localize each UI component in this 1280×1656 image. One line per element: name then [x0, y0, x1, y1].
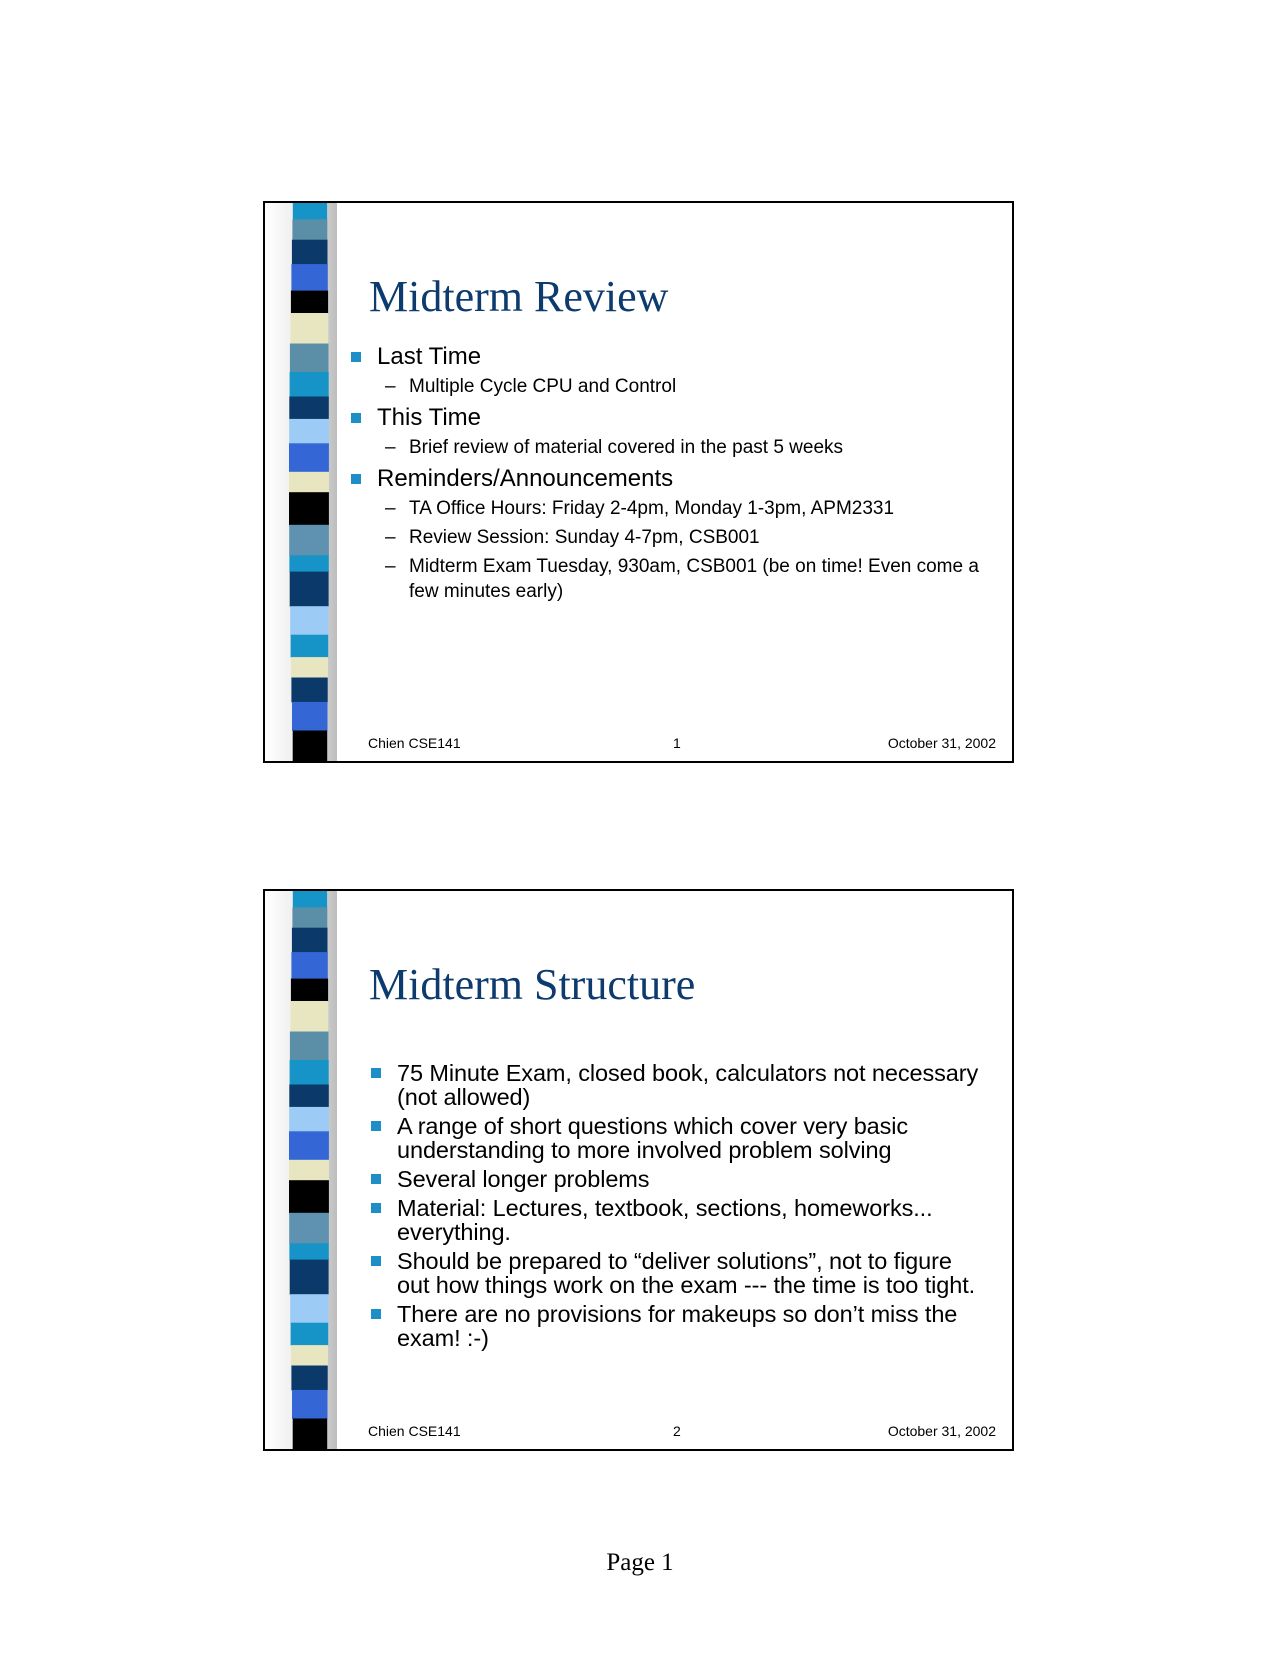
square-bullet-icon — [371, 1256, 381, 1266]
stripe-segment — [289, 1180, 329, 1213]
slide-2 — [263, 889, 1014, 1451]
sub-bullet-item — [349, 496, 982, 521]
slide-title: Midterm Structure — [369, 960, 696, 1009]
footer-date: October 31, 2002 — [887, 1423, 996, 1439]
stripe-segment — [290, 1260, 329, 1295]
bullet-text: A range of short questions which cover very basic understanding to more involved problem solving — [397, 1113, 909, 1163]
stripe-segment — [291, 678, 327, 703]
stripe-segment — [292, 1390, 328, 1419]
stripe-segment — [291, 291, 328, 314]
stripe-segment — [290, 372, 329, 397]
square-bullet-icon — [371, 1309, 381, 1319]
sub-bullet-item — [349, 554, 982, 604]
stripe-segment — [290, 1032, 329, 1061]
stripe-segment — [289, 1160, 329, 1181]
dash-bullet-icon: – — [385, 376, 396, 397]
stripe-segment — [290, 344, 329, 373]
stripe-segment — [291, 979, 328, 1002]
bullet-item — [369, 1167, 982, 1191]
footer-author: Chien CSE141 — [368, 735, 461, 751]
bullet-item — [369, 1249, 982, 1297]
sub-bullet-text: Review Session: Sunday 4-7pm, CSB001 — [409, 527, 760, 548]
bullet-text: Material: Lectures, textbook, sections, homeworks... everything. — [397, 1195, 933, 1245]
stripe-segment — [293, 203, 327, 220]
stripe-segment — [292, 702, 328, 731]
footer-author: Chien CSE141 — [368, 1423, 461, 1439]
bullet-item — [369, 1061, 982, 1109]
stripe-segment — [289, 1131, 329, 1160]
bullet-text: There are no provisions for makeups so don’t miss the exam! :-) — [397, 1301, 958, 1351]
sub-bullet-text: Multiple Cycle CPU and Control — [409, 376, 677, 397]
stripe-segment — [292, 240, 328, 265]
slide-content — [369, 1056, 982, 1350]
stripe-segment — [292, 219, 327, 240]
bullet-text: Last Time — [377, 343, 482, 370]
stripe-segment — [291, 657, 328, 678]
sub-bullet-item — [349, 435, 982, 460]
stripe-segment — [291, 635, 329, 658]
stripe-graphic — [265, 891, 337, 1449]
square-bullet-icon — [371, 1174, 381, 1184]
stripe-segment — [289, 419, 329, 444]
stripe-segment — [289, 1085, 329, 1108]
footer-slide-number: 1 — [673, 735, 681, 751]
bullet-text: Should be prepared to “deliver solutions”, not to figure out how things work on the exam --- the time is too tight. — [397, 1248, 976, 1298]
bullet-text: This Time — [377, 404, 482, 431]
bullet-text: Reminders/Announcements — [377, 465, 674, 492]
stripe-segment — [293, 891, 327, 908]
footer-slide-number: 2 — [673, 1423, 681, 1439]
stripe-graphic — [265, 203, 337, 761]
dash-bullet-icon: – — [385, 556, 396, 577]
bullet-item — [369, 1114, 982, 1162]
stripe-segment — [289, 472, 329, 493]
slide-1 — [263, 201, 1014, 763]
page-number: Page 1 — [606, 1549, 674, 1576]
decorative-stripe — [265, 203, 337, 761]
stripe-segment — [289, 397, 329, 420]
bullet-item — [369, 1302, 982, 1350]
bullet-item — [349, 405, 982, 431]
sub-bullet-text: Brief review of material covered in the past 5 weeks — [409, 437, 844, 458]
footer-date: October 31, 2002 — [887, 735, 996, 751]
square-bullet-icon — [371, 1068, 381, 1078]
sub-bullet-item — [349, 374, 982, 399]
stripe-segment — [289, 555, 328, 572]
stripe-segment — [291, 1366, 327, 1391]
stripe-segment — [290, 1294, 328, 1323]
slide-content — [349, 344, 982, 604]
stripe-segment — [291, 1345, 328, 1366]
square-bullet-icon — [371, 1121, 381, 1131]
stripe-segment — [289, 1213, 329, 1244]
sub-bullet-item — [349, 525, 982, 550]
bullet-text: Several longer problems — [397, 1166, 650, 1192]
stripe-segment — [289, 1243, 328, 1260]
square-bullet-icon — [351, 352, 361, 362]
square-bullet-icon — [351, 474, 361, 484]
bullet-item — [349, 466, 982, 492]
bullet-item — [349, 344, 982, 370]
stripe-segment — [290, 572, 329, 607]
decorative-stripe — [265, 891, 337, 1449]
stripe-segment — [289, 1107, 329, 1132]
bullet-item — [369, 1196, 982, 1244]
stripe-segment — [289, 492, 329, 525]
slide-title: Midterm Review — [369, 272, 669, 321]
stripe-segment — [292, 928, 328, 953]
stripe-segment — [291, 264, 327, 291]
dash-bullet-icon: – — [385, 498, 396, 519]
dash-bullet-icon: – — [385, 527, 396, 548]
stripe-segment — [293, 1419, 328, 1450]
bullet-text: 75 Minute Exam, closed book, calculators not necessary (not allowed) — [397, 1060, 979, 1110]
stripe-segment — [290, 313, 328, 344]
stripe-segment — [290, 1001, 328, 1032]
sub-bullet-text: TA Office Hours: Friday 2-4pm, Monday 1-3pm, APM2331 — [409, 498, 895, 519]
stripe-segment — [289, 525, 329, 556]
stripe-segment — [290, 1060, 329, 1085]
stripe-segment — [292, 907, 327, 928]
stripe-segment — [291, 1323, 329, 1346]
stripe-segment — [290, 606, 328, 635]
sub-bullet-text: Midterm Exam Tuesday, 930am, CSB001 (be on time! Even come a few minutes early) — [409, 556, 979, 602]
stripe-segment — [293, 731, 328, 762]
dash-bullet-icon: – — [385, 437, 396, 458]
stripe-segment — [289, 443, 329, 472]
square-bullet-icon — [371, 1203, 381, 1213]
square-bullet-icon — [351, 413, 361, 423]
stripe-segment — [291, 952, 327, 979]
